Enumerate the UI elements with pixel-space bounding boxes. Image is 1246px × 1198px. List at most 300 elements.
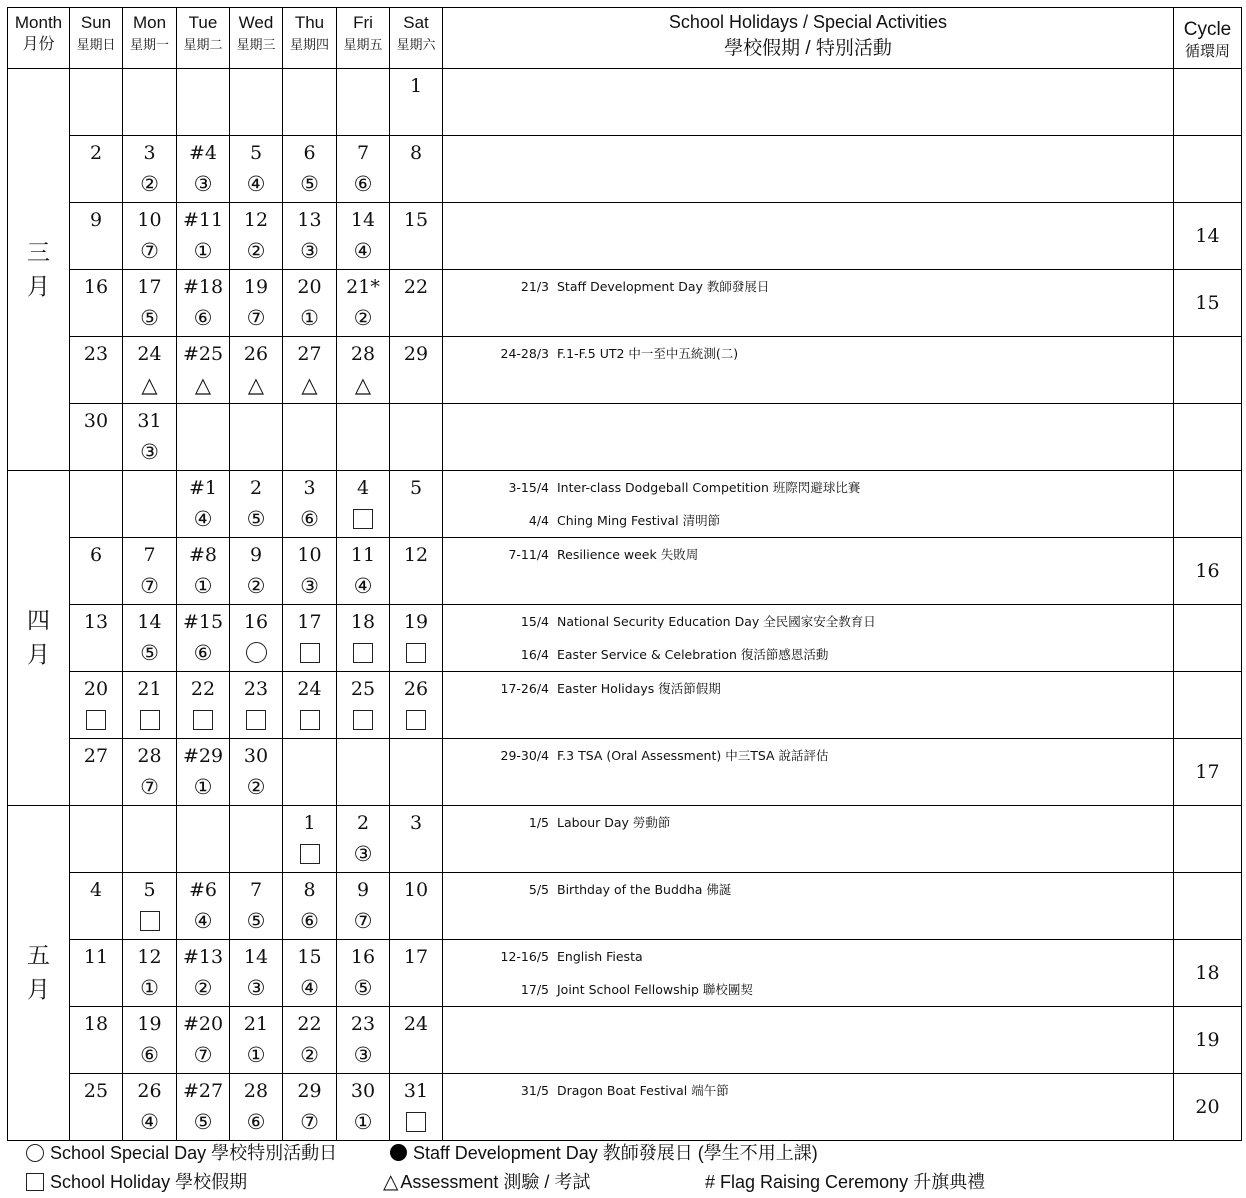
cycle-day-marker: ⑦	[140, 775, 159, 799]
day-number	[230, 69, 282, 101]
day-number: 8	[409, 142, 423, 164]
month-label-char: 月	[27, 977, 50, 1003]
day-number: 9	[249, 544, 263, 566]
square-icon	[353, 643, 373, 663]
day-cell	[337, 672, 390, 739]
day-number: 16	[83, 276, 109, 298]
cycle-day-marker	[390, 369, 442, 401]
activities-cell	[443, 1074, 1174, 1141]
activities-cell	[443, 69, 1174, 136]
holiday-marker	[123, 905, 176, 937]
day-number: 12	[243, 209, 269, 231]
cycle-day-marker: ②	[353, 306, 373, 330]
day-cell	[390, 806, 443, 873]
month-header: Month 月份	[8, 8, 70, 69]
day-number: 24	[297, 678, 322, 700]
cycle-day-marker: ①	[193, 239, 213, 263]
day-number: 3	[143, 142, 156, 164]
day-number	[123, 69, 176, 101]
day-cell	[283, 940, 337, 1007]
day-number: 12	[137, 946, 162, 968]
day-number	[70, 69, 122, 101]
activity-date: 17-26/4	[500, 681, 549, 696]
day-number: #20	[182, 1013, 224, 1035]
month-label	[8, 806, 70, 1141]
day-header-wed: Wed 星期三	[230, 8, 283, 69]
day-cell	[70, 1074, 123, 1141]
day-cell	[177, 739, 230, 806]
day-number: 30	[243, 745, 269, 767]
day-number: 26	[403, 678, 429, 700]
day-number: 15	[297, 946, 322, 968]
activity-date: 7-11/4	[508, 547, 549, 562]
day-number: 11	[83, 946, 109, 968]
day-number: 17	[137, 276, 162, 298]
cycle-week-cell	[1174, 672, 1242, 739]
day-cell	[337, 940, 390, 1007]
cycle-day-marker: ④	[246, 172, 266, 196]
day-number: 18	[350, 611, 376, 633]
day-cell	[123, 1007, 177, 1074]
assessment-marker: △	[354, 373, 372, 397]
activity-item	[443, 813, 1173, 833]
square-icon	[406, 1112, 426, 1132]
day-number: 23	[83, 343, 109, 365]
school-calendar	[7, 7, 1242, 1141]
cycle-day-marker: ②	[140, 172, 159, 196]
activities-cell	[443, 337, 1174, 404]
day-number: 4	[356, 477, 370, 499]
cycle-header: Cycle 循環周	[1174, 8, 1242, 69]
day-number: 25	[83, 1080, 109, 1102]
cycle-day-marker	[177, 436, 229, 468]
month-label-char: 四	[27, 608, 50, 634]
holiday-marker	[177, 704, 229, 736]
day-cell	[70, 672, 123, 739]
cycle-day-marker: ②	[246, 775, 266, 799]
activity-text: F.1-F.5 UT2 中一至中五統測(二)	[557, 346, 739, 361]
special-day-marker	[230, 637, 282, 669]
cycle-day-marker	[283, 101, 336, 133]
activities-cell	[443, 940, 1174, 1007]
activity-text: Birthday of the Buddha 佛誕	[557, 882, 732, 897]
week-row	[8, 270, 1242, 337]
day-cell	[70, 337, 123, 404]
cycle-day-marker	[70, 302, 122, 334]
cycle-day-marker: ①	[193, 574, 213, 598]
activities-header: School Holidays / Special Activities 學校假期 / 特別活動	[443, 8, 1174, 69]
day-cell	[230, 538, 283, 605]
day-number: 20	[83, 678, 109, 700]
activities-cell	[443, 739, 1174, 806]
day-number: 21*	[346, 276, 380, 298]
day-number: #13	[182, 946, 224, 968]
day-cell	[70, 471, 123, 538]
day-number: 16	[350, 946, 376, 968]
day-cell	[230, 672, 283, 739]
legend-item-holiday: School Holiday 學校假期	[26, 1169, 247, 1195]
assessment-marker: △	[194, 373, 212, 397]
day-number: 31	[403, 1080, 429, 1102]
week-row	[8, 806, 1242, 873]
day-cell	[123, 471, 177, 538]
day-number: 2	[249, 477, 263, 499]
day-cell	[390, 605, 443, 672]
cycle-day-marker	[390, 503, 442, 535]
filled-circle-icon	[390, 1144, 407, 1161]
day-number	[337, 404, 389, 436]
cycle-day-marker	[390, 905, 442, 937]
day-number: 27	[297, 343, 322, 365]
day-number: #29	[182, 745, 224, 767]
week-row	[8, 471, 1242, 538]
day-number: #11	[182, 209, 224, 231]
activity-item	[443, 746, 1173, 766]
day-number: 10	[403, 879, 429, 901]
day-number: 10	[297, 544, 322, 566]
day-cell	[337, 203, 390, 270]
day-number: 22	[403, 276, 429, 298]
activity-date: 24-28/3	[500, 346, 549, 361]
cycle-day-marker: ⑦	[140, 574, 159, 598]
day-number: 13	[297, 209, 322, 231]
day-cell	[230, 1074, 283, 1141]
cycle-day-marker	[390, 972, 442, 1004]
day-cell	[390, 940, 443, 1007]
day-cell	[70, 136, 123, 203]
cycle-week-cell	[1174, 404, 1242, 471]
day-cell	[177, 270, 230, 337]
day-cell	[283, 270, 337, 337]
day-cell	[123, 672, 177, 739]
day-cell	[283, 136, 337, 203]
holiday-marker	[283, 704, 336, 736]
day-number: #4	[188, 142, 217, 164]
day-header-sun: Sun 星期日	[70, 8, 123, 69]
cycle-day-marker	[230, 436, 282, 468]
day-cell	[283, 471, 337, 538]
holiday-marker	[390, 637, 442, 669]
day-cell	[123, 873, 177, 940]
cycle-week-cell: 19	[1174, 1007, 1242, 1074]
day-cell	[390, 471, 443, 538]
cycle-day-marker: ⑤	[246, 909, 266, 933]
week-row	[8, 873, 1242, 940]
day-cell	[390, 538, 443, 605]
week-row	[8, 605, 1242, 672]
day-cell	[337, 739, 390, 806]
triangle-icon: △	[383, 1170, 399, 1193]
holiday-marker	[283, 838, 336, 870]
day-cell	[177, 404, 230, 471]
day-number	[283, 739, 336, 771]
day-number	[123, 806, 176, 838]
activity-text: Joint School Fellowship 聯校團契	[557, 982, 753, 997]
week-row	[8, 739, 1242, 806]
cycle-day-marker	[70, 570, 122, 602]
day-cell	[337, 69, 390, 136]
cycle-day-marker: ①	[140, 976, 159, 1000]
activity-date: 17/5	[520, 982, 549, 997]
cycle-day-marker: ④	[193, 507, 213, 531]
cycle-day-marker	[123, 101, 176, 133]
cycle-day-marker	[70, 838, 122, 870]
day-number: 23	[243, 678, 269, 700]
day-cell	[177, 672, 230, 739]
day-cell	[337, 806, 390, 873]
day-header-thu: Thu 星期四	[283, 8, 337, 69]
day-cell	[70, 940, 123, 1007]
activities-cell	[443, 404, 1174, 471]
activity-date: 1/5	[528, 815, 549, 830]
cycle-week-cell	[1174, 471, 1242, 538]
day-cell	[177, 69, 230, 136]
day-cell	[230, 404, 283, 471]
cycle-week-cell	[1174, 806, 1242, 873]
activity-item	[443, 511, 1173, 531]
day-number: #15	[182, 611, 224, 633]
day-cell	[70, 404, 123, 471]
day-number: 30	[350, 1080, 376, 1102]
day-number: 8	[303, 879, 316, 901]
day-number	[70, 471, 122, 503]
month-label	[8, 471, 70, 806]
activity-text: Staff Development Day 教師發展日	[557, 279, 770, 294]
activity-date: 29-30/4	[500, 748, 549, 763]
day-number: #18	[182, 276, 224, 298]
day-cell	[177, 538, 230, 605]
activities-cell	[443, 471, 1174, 538]
day-cell	[283, 69, 337, 136]
cycle-week-cell	[1174, 337, 1242, 404]
week-row	[8, 203, 1242, 270]
day-cell	[390, 1007, 443, 1074]
day-cell	[123, 538, 177, 605]
day-cell	[337, 605, 390, 672]
cycle-day-marker	[70, 1106, 122, 1138]
day-number	[283, 404, 336, 436]
activity-date: 15/4	[520, 614, 549, 629]
day-cell	[230, 1007, 283, 1074]
day-cell	[230, 337, 283, 404]
circle-icon	[26, 1144, 44, 1162]
cycle-day-marker	[390, 101, 442, 133]
day-cell	[390, 337, 443, 404]
cycle-day-marker	[337, 771, 389, 803]
activity-date: 12-16/5	[500, 949, 549, 964]
cycle-day-marker: ①	[353, 1110, 373, 1134]
day-number	[337, 739, 389, 771]
square-icon	[353, 710, 373, 730]
cycle-day-marker	[390, 570, 442, 602]
day-cell	[70, 69, 123, 136]
day-number: 17	[403, 946, 429, 968]
cycle-day-marker	[283, 771, 336, 803]
activities-cell	[443, 672, 1174, 739]
day-number: 28	[350, 343, 376, 365]
day-number: 5	[249, 142, 263, 164]
legend-item-special-day: School Special Day 學校特別活動日	[26, 1140, 337, 1166]
cycle-day-marker: ②	[300, 1043, 319, 1067]
cycle-day-marker	[177, 101, 229, 133]
assessment-marker: △	[247, 373, 265, 397]
week-row	[8, 136, 1242, 203]
day-number: 10	[137, 209, 162, 231]
day-number: 24	[403, 1013, 429, 1035]
activities-cell	[443, 605, 1174, 672]
activity-item	[443, 277, 1173, 297]
day-number	[337, 69, 389, 101]
day-number	[177, 69, 229, 101]
day-header-tue: Tue 星期二	[177, 8, 230, 69]
cycle-day-marker	[390, 1039, 442, 1071]
activity-text: Inter-class Dodgeball Competition 班際閃避球比賽	[557, 480, 861, 495]
cycle-day-marker	[390, 771, 442, 803]
day-cell	[70, 739, 123, 806]
cycle-day-marker: ⑤	[193, 1110, 213, 1134]
day-number: 5	[143, 879, 156, 901]
activity-item	[443, 612, 1173, 632]
day-cell	[337, 270, 390, 337]
day-number	[177, 404, 229, 436]
month-label-char: 月	[27, 273, 50, 300]
day-cell	[283, 605, 337, 672]
cycle-day-marker	[70, 1039, 122, 1071]
day-cell	[390, 136, 443, 203]
day-number: 6	[89, 544, 103, 566]
holiday-marker	[390, 704, 442, 736]
cycle-day-marker: ⑤	[300, 172, 319, 196]
cycle-week-cell	[1174, 69, 1242, 136]
day-cell	[390, 1074, 443, 1141]
day-cell	[283, 337, 337, 404]
activity-text: F.3 TSA (Oral Assessment) 中三TSA 說話評估	[557, 748, 829, 763]
day-number: #25	[182, 343, 224, 365]
day-number	[70, 806, 122, 838]
activities-cell	[443, 270, 1174, 337]
day-cell	[337, 136, 390, 203]
cycle-day-marker: ⑦	[246, 306, 266, 330]
day-cell	[123, 337, 177, 404]
day-cell	[230, 873, 283, 940]
legend-item-flag-raising: # Flag Raising Ceremony 升旗典禮	[705, 1172, 986, 1192]
day-number: 9	[356, 879, 370, 901]
day-cell	[123, 940, 177, 1007]
cycle-day-marker: ⑥	[300, 507, 319, 531]
calendar-body	[8, 69, 1242, 1141]
holiday-marker	[70, 704, 122, 736]
cycle-day-marker	[70, 168, 122, 200]
square-icon	[140, 710, 160, 730]
cycle-day-marker: ③	[140, 440, 159, 464]
day-header-mon: Mon 星期一	[123, 8, 177, 69]
day-number: 19	[403, 611, 429, 633]
day-number: 7	[143, 544, 156, 566]
day-cell	[283, 806, 337, 873]
activity-date: 5/5	[528, 882, 549, 897]
activities-cell	[443, 1007, 1174, 1074]
holiday-marker	[230, 704, 282, 736]
day-cell	[123, 806, 177, 873]
day-number: 1	[409, 75, 423, 97]
cycle-day-marker	[70, 101, 122, 133]
day-cell	[337, 404, 390, 471]
activity-text: Dragon Boat Festival 端午節	[557, 1083, 729, 1098]
day-cell	[390, 404, 443, 471]
day-number: 15	[403, 209, 429, 231]
cycle-week-cell	[1174, 873, 1242, 940]
day-number: 19	[243, 276, 269, 298]
cycle-day-marker	[70, 637, 122, 669]
activities-cell	[443, 203, 1174, 270]
day-number: 2	[89, 142, 103, 164]
cycle-day-marker: ③	[300, 239, 319, 263]
day-cell	[177, 136, 230, 203]
day-cell	[70, 1007, 123, 1074]
square-icon	[406, 710, 426, 730]
cycle-day-marker	[70, 771, 122, 803]
square-icon	[300, 643, 320, 663]
day-cell	[230, 203, 283, 270]
square-icon	[140, 911, 160, 931]
day-number: #27	[182, 1080, 224, 1102]
week-row	[8, 1007, 1242, 1074]
cycle-day-marker	[337, 436, 389, 468]
activity-date: 21/3	[520, 279, 549, 294]
activity-item	[443, 980, 1173, 1000]
day-number: 7	[249, 879, 263, 901]
cycle-day-marker: ④	[193, 909, 213, 933]
legend-item-staff-development: Staff Development Day 教師發展日 (學生不用上課)	[390, 1140, 818, 1166]
activities-cell	[443, 136, 1174, 203]
cycle-day-marker: ④	[353, 574, 373, 598]
day-number: #6	[188, 879, 217, 901]
cycle-day-marker	[70, 235, 122, 267]
day-cell	[337, 337, 390, 404]
cycle-day-marker	[390, 235, 442, 267]
month-label-char: 三	[27, 239, 50, 266]
day-header-fri: Fri 星期五	[337, 8, 390, 69]
day-number	[283, 69, 336, 101]
day-cell	[390, 739, 443, 806]
day-cell	[70, 806, 123, 873]
circle-icon	[246, 642, 267, 663]
day-cell	[123, 69, 177, 136]
day-cell	[337, 1007, 390, 1074]
square-icon	[86, 710, 106, 730]
cycle-day-marker: ①	[300, 306, 319, 330]
day-cell	[70, 873, 123, 940]
week-row	[8, 404, 1242, 471]
day-number: 26	[243, 343, 269, 365]
day-cell	[230, 69, 283, 136]
holiday-marker	[337, 503, 389, 535]
day-cell	[390, 672, 443, 739]
square-icon	[26, 1173, 44, 1191]
cycle-day-marker	[390, 436, 442, 468]
cycle-day-marker: ①	[193, 775, 213, 799]
cycle-day-marker: ③	[193, 172, 213, 196]
cycle-week-cell: 18	[1174, 940, 1242, 1007]
activity-date: 3-15/4	[508, 480, 549, 495]
cycle-day-marker: ④	[300, 976, 319, 1000]
day-cell	[177, 940, 230, 1007]
day-number: 4	[89, 879, 103, 901]
cycle-day-marker: ⑤	[140, 641, 159, 665]
cycle-day-marker: ⑤	[140, 306, 159, 330]
cycle-week-cell	[1174, 605, 1242, 672]
activity-item	[443, 947, 1173, 967]
